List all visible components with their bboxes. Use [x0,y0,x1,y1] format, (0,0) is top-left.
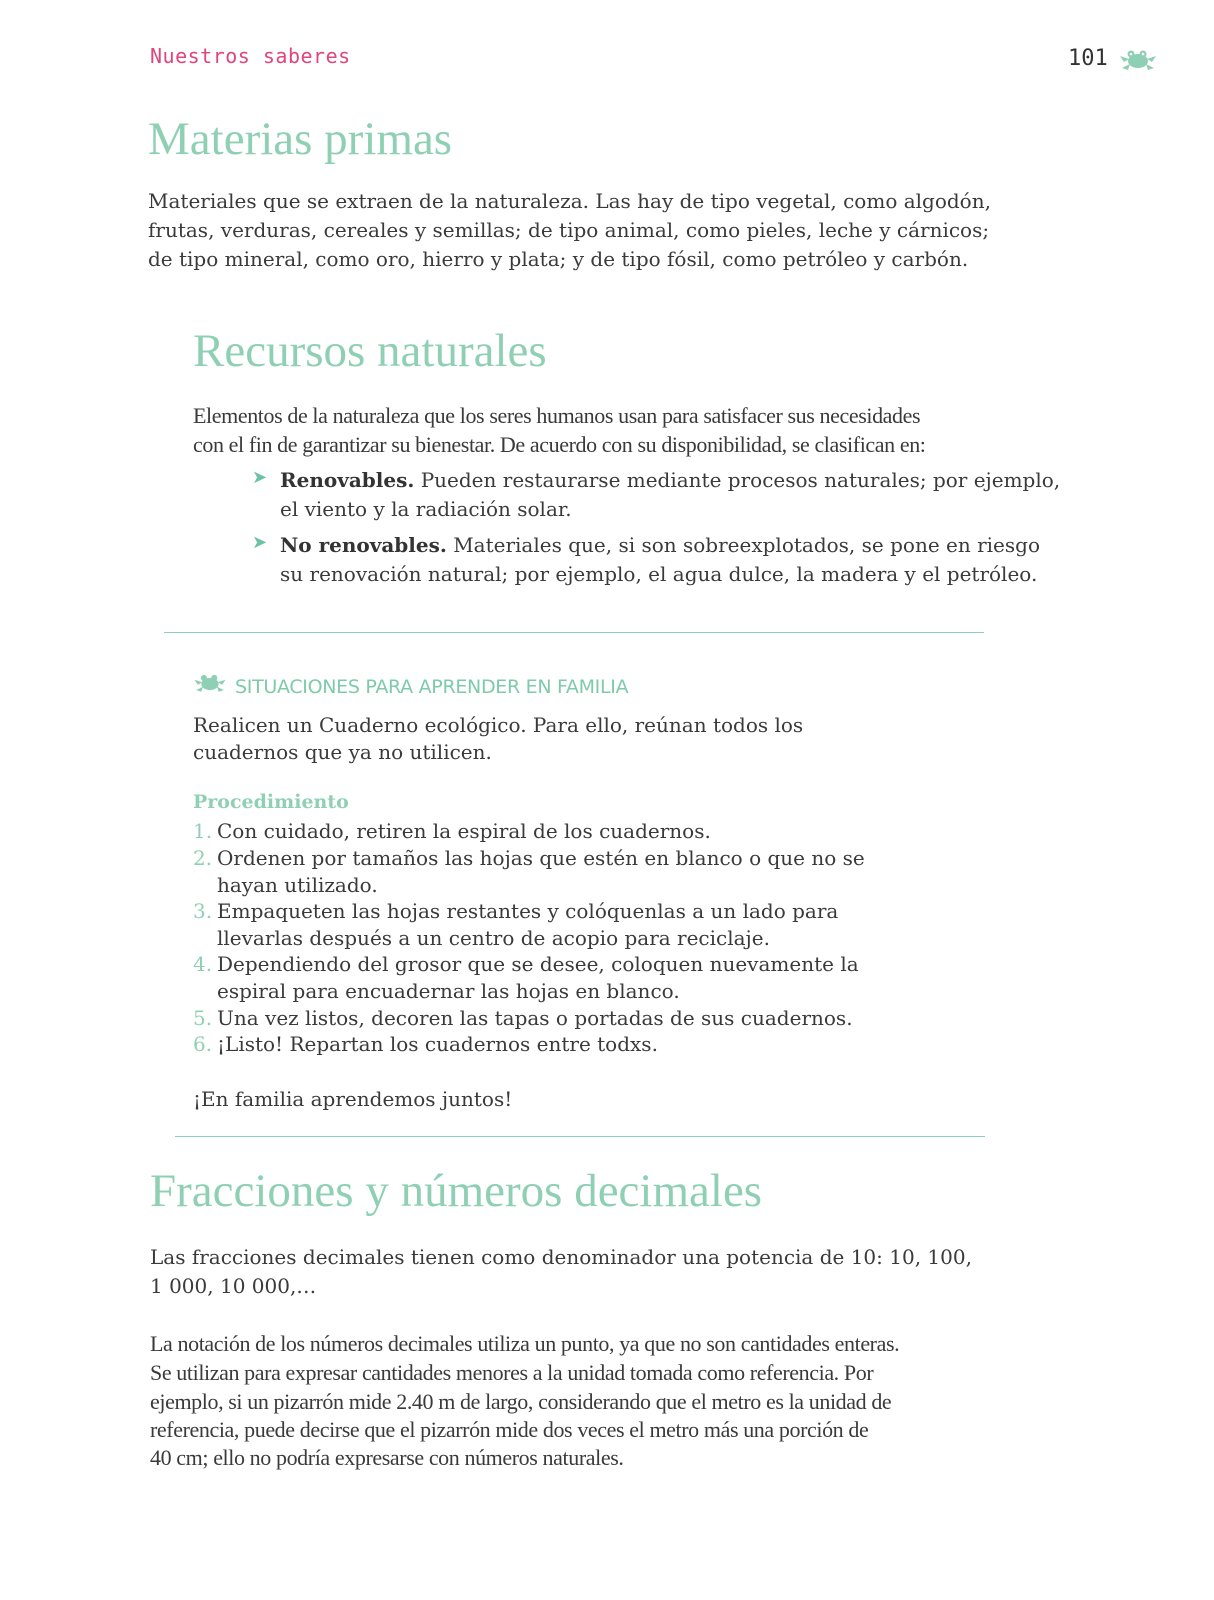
bullet-text: su renovación natural; por ejemplo, el agua dulce, la madera y el petróleo. [280,562,1038,586]
divider-bottom [175,1136,985,1137]
materias-line: frutas, verduras, cereales y semillas; de tipo animal, como pieles, leche y cárnicos; [148,218,990,242]
bullet-text: Pueden restaurarse mediante procesos naturales; por ejemplo, [414,468,1061,492]
running-head: Nuestros saberes [150,44,351,68]
frog-icon [1118,46,1158,76]
step-number: 2. [193,846,213,870]
procedure-step [193,1005,853,1032]
step-text: ¡Listo! Repartan los cuadernos entre todxs. [217,1032,658,1056]
procedure-step [193,898,838,952]
section-title-fracciones: Fracciones y números decimales [150,1165,763,1217]
divider-top [164,632,984,633]
bullet-term: Renovables. [280,468,415,492]
materias-line: Materiales que se extraen de la naturaleza. Las hay de tipo vegetal, como algodón, [148,189,991,213]
step-text: espiral para encuadernar las hojas en blanco. [217,979,680,1003]
fracciones-line: referencia, puede decirse que el pizarrón mide dos veces el metro más una porción de [150,1417,869,1442]
step-text: Con cuidado, retiren la espiral de los cuadernos. [217,819,711,843]
materias-line: de tipo mineral, como oro, hierro y plata; y de tipo fósil, como petróleo y carbón. [148,247,969,271]
procedure-title: Procedimiento [193,791,349,813]
family-section-title: SITUACIONES PARA APRENDER EN FAMILIA [235,676,629,698]
bullet-renovables [252,466,1060,524]
bullet-text: el viento y la radiación solar. [280,497,572,521]
fracciones-line: ejemplo, si un pizarrón mide 2.40 m de largo, considerando que el metro es la unidad de [150,1389,892,1414]
procedure-step [193,1031,658,1058]
step-number: 5. [193,1006,213,1030]
frog-icon [192,671,228,697]
chevron-right-icon: ➤ [252,532,268,553]
fracciones-line: 40 cm; ello no podría expresarse con números naturales. [150,1445,624,1470]
recursos-line: Elementos de la naturaleza que los seres humanos usan para satisfacer sus necesidades [193,403,921,428]
page-number: 101 [1068,46,1108,71]
fracciones-line: 1 000, 10 000,… [150,1274,317,1298]
section-title-recursos: Recursos naturales [193,325,547,377]
step-number: 3. [193,899,213,923]
step-text: hayan utilizado. [217,873,378,897]
procedure-step [193,951,859,1005]
step-text: Empaqueten las hojas restantes y colóquenlas a un lado para [217,899,839,923]
step-number: 4. [193,952,213,976]
step-text: Una vez listos, decoren las tapas o portadas de sus cuadernos. [217,1006,853,1030]
fracciones-line: Las fracciones decimales tienen como denominador una potencia de 10: 10, 100, [150,1245,972,1269]
fracciones-line: La notación de los números decimales utiliza un punto, ya que no son cantidades enteras. [150,1331,900,1356]
recursos-line: con el fin de garantizar su bienestar. De acuerdo con su disponibilidad, se clasifican en: [193,432,926,457]
fracciones-line: Se utilizan para expresar cantidades menores a la unidad tomada como referencia. Por [150,1360,874,1385]
step-number: 6. [193,1032,213,1056]
family-intro-line: cuadernos que ya no utilicen. [193,740,492,764]
family-intro-line: Realicen un Cuaderno ecológico. Para ello, reúnan todos los [193,713,804,737]
step-text: llevarlas después a un centro de acopio para reciclaje. [217,926,770,950]
bullet-term: No renovables. [280,533,447,557]
step-text: Ordenen por tamaños las hojas que estén en blanco o que no se [217,846,865,870]
procedure-step [193,818,711,845]
bullet-text: Materiales que, si son sobreexplotados, se pone en riesgo [446,533,1040,557]
step-number: 1. [193,819,213,843]
bullet-no-renovables [252,531,1040,589]
family-closing: ¡En familia aprendemos juntos! [193,1087,513,1111]
section-title-materias: Materias primas [148,113,453,165]
step-text: Dependiendo del grosor que se desee, coloquen nuevamente la [217,952,859,976]
chevron-right-icon: ➤ [252,467,268,488]
procedure-step [193,845,865,899]
